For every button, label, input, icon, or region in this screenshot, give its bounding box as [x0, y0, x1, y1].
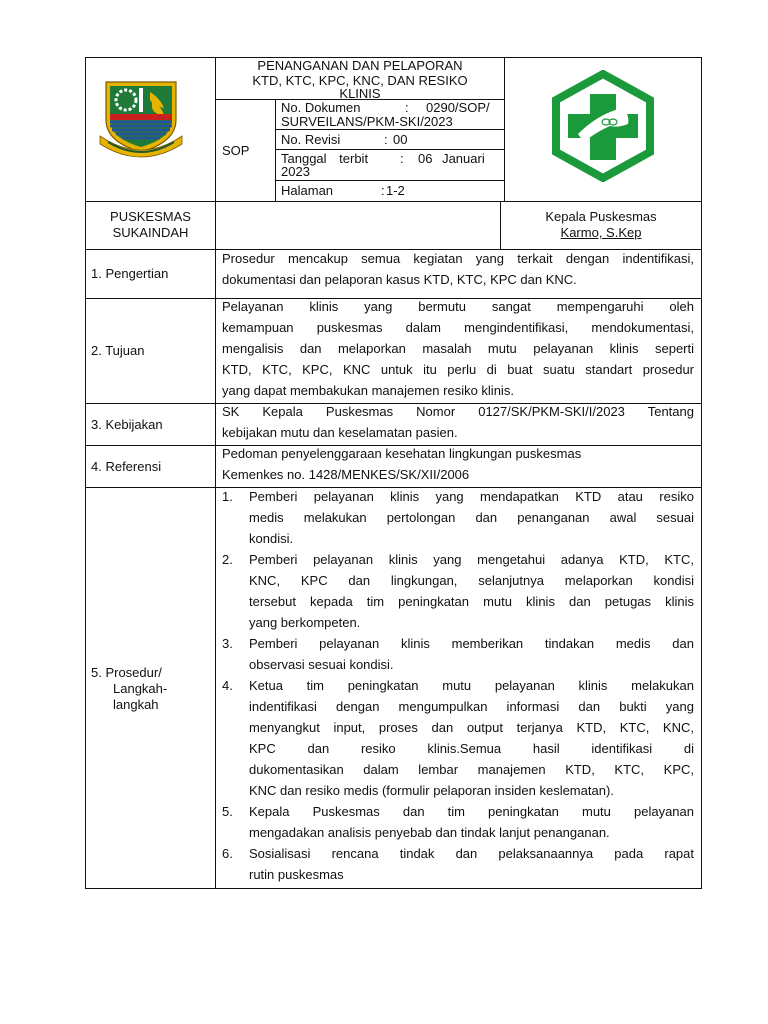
procedure-line: indentifikasi dengan mengumpulkan informasi dan bukti yang: [249, 699, 694, 714]
column-separator: [275, 99, 276, 202]
doc-number-value: 0290/SOP/: [426, 100, 490, 115]
procedure-line: medis melakukan pertolongan dan penanganan awal sesuai: [249, 510, 694, 525]
page-colon: :: [381, 183, 385, 198]
doc-number-value-continued: SURVEILANS/PKM-SKI/2023: [281, 114, 453, 129]
issue-date-label: Tanggal terbit: [281, 151, 369, 166]
table-border-left: [85, 57, 86, 889]
body-line: Prosedur mencakup semua kegiatan yang terkait dengan indentifikasi,: [222, 251, 694, 266]
column-separator: [504, 57, 505, 202]
head-signature: [501, 209, 701, 241]
section-label-tujuan: 2. Tujuan: [91, 343, 145, 358]
procedure-line: kondisi.: [249, 531, 294, 546]
body-line: mengalisis dan melaporkan masalah mutu pelayanan klinis seperti: [222, 341, 694, 356]
procedure-item-number: 6.: [222, 846, 233, 861]
procedure-line: Pemberi pelayanan klinis memberikan tindakan medis dan: [249, 636, 694, 651]
section-body-pengertian: [222, 248, 694, 290]
procedure-line: KNC dan resiko medis (formulir pelaporan insiden keslematan).: [249, 783, 614, 798]
body-line: dokumentasi dan pelaporan kasus KTD, KTC, KPC dan KNC.: [222, 272, 577, 287]
section-body-tujuan: [222, 296, 694, 401]
section-label-line: langkah: [113, 697, 159, 712]
puskesmas-name-line: PUSKESMAS: [110, 209, 191, 224]
table-border-right: [701, 57, 702, 889]
procedure-item-number: 1.: [222, 489, 233, 504]
section-body-kebijakan: [222, 401, 694, 443]
section-body-referensi: [222, 443, 694, 485]
procedure-item: [222, 633, 694, 675]
procedure-line: dukomentasikan dalam lembar manajemen KTD, KTC, KPC,: [249, 762, 694, 777]
body-line: Kemenkes no. 1428/MENKES/SK/XII/2006: [222, 467, 470, 482]
body-line: Pelayanan klinis yang bermutu sangat mempengaruhi oleh: [222, 299, 694, 314]
head-name: Karmo, S.Kep: [560, 225, 642, 240]
doc-number-label: No. Dokumen: [281, 100, 361, 115]
page-value: 1-2: [386, 183, 405, 198]
procedure-line: KNC, KPC dan lingkungan, selanjutnya melaporkan kondisi: [249, 573, 694, 588]
procedure-line: Kepala Puskesmas dan tim peningkatan mutu pelayanan: [249, 804, 694, 819]
issue-date-colon: :: [400, 151, 404, 166]
procedure-line: Pemberi pelayanan klinis yang mengetahui adanya KTD, KTC,: [249, 552, 694, 567]
revision-label: No. Revisi: [281, 132, 341, 147]
puskesmas-name-line: SUKAINDAH: [112, 225, 189, 240]
procedure-item: [222, 549, 694, 633]
row-separator: [275, 149, 504, 150]
procedure-line: KPC dan resiko klinis.Semua hasil identifikasi di: [249, 741, 694, 756]
sop-title-line: KTD, KTC, KPC, KNC, DAN RESIKO: [252, 73, 468, 88]
sop-title-line: KLINIS: [339, 86, 381, 101]
procedure-line: rutin puskesmas: [249, 867, 344, 882]
procedure-item: [222, 486, 694, 549]
procedure-item: [222, 801, 694, 843]
section-label-referensi: 4. Referensi: [91, 459, 162, 474]
procedure-item: [222, 675, 694, 801]
sop-title-line: PENANGANAN DAN PELAPORAN: [257, 58, 463, 73]
procedure-line: observasi sesuai kondisi.: [249, 657, 394, 672]
procedure-line: tersebut kepada tim peningkatan mutu klinis dan petugas klinis: [249, 594, 694, 609]
sop-title: [216, 58, 504, 100]
sop-label: SOP: [222, 143, 250, 158]
section-label-line: 5. Prosedur/: [91, 665, 162, 680]
column-separator: [215, 57, 216, 889]
body-line: SK Kepala Puskesmas Nomor 0127/SK/PKM-SKI/I/2023 Tentang: [222, 404, 694, 419]
revision-colon: :: [384, 132, 388, 147]
revision-value: 00: [393, 132, 408, 147]
doc-number-colon: :: [405, 100, 409, 115]
table-border-bottom: [85, 888, 702, 889]
procedure-line: menyangkut input, proses dan output terjanya KTD, KTC, KNC,: [249, 720, 694, 735]
body-line: yang dapat membakukan manajemen resiko klinis.: [222, 383, 514, 398]
procedure-line: yang berkompeten.: [249, 615, 361, 630]
procedure-line: Ketua tim peningkatan mutu pelayanan klinis melakukan: [249, 678, 694, 693]
procedure-item-number: 3.: [222, 636, 233, 651]
section-label-prosedur: [91, 665, 167, 713]
issue-date-value-continued: 2023: [281, 164, 310, 179]
body-line: kemampuan puskesmas dalam mengindentifikasi, mendokumentasi,: [222, 320, 694, 335]
section-label-line: Langkah-: [113, 681, 168, 696]
procedure-line: mengadakan analisis penyebab dan tindak lanjut penanganan.: [249, 825, 610, 840]
procedure-item-number: 5.: [222, 804, 233, 819]
header-bottom-border: [85, 201, 702, 202]
section-label-kebijakan: 3. Kebijakan: [91, 417, 163, 432]
procedure-item-number: 4.: [222, 678, 233, 693]
procedure-line: Sosialisasi rencana tindak dan pelaksanaannya pada rapat: [249, 846, 694, 861]
section-label-pengertian: 1. Pengertian: [91, 266, 169, 281]
issue-date-value: 06 Januari: [418, 151, 485, 166]
puskesmas-name: [86, 209, 215, 241]
body-line: KTD, KTC, KPC, KNC untuk itu perlu di buat suatu standart prosedur: [222, 362, 694, 377]
procedure-list: [222, 486, 694, 885]
page-label: Halaman: [281, 183, 334, 198]
body-line: Pedoman penyelenggaraan kesehatan lingkungan puskesmas: [222, 446, 582, 461]
procedure-item-number: 2.: [222, 552, 233, 567]
head-title: Kepala Puskesmas: [545, 209, 657, 224]
procedure-line: Pemberi pelayanan klinis yang mendapatkan KTD atau resiko: [249, 489, 694, 504]
regional-emblem-icon: [96, 76, 186, 161]
row-separator: [275, 180, 504, 181]
body-line: kebijakan mutu dan keselamatan pasien.: [222, 425, 458, 440]
procedure-item: [222, 843, 694, 885]
puskesmas-logo-icon: [548, 70, 658, 182]
